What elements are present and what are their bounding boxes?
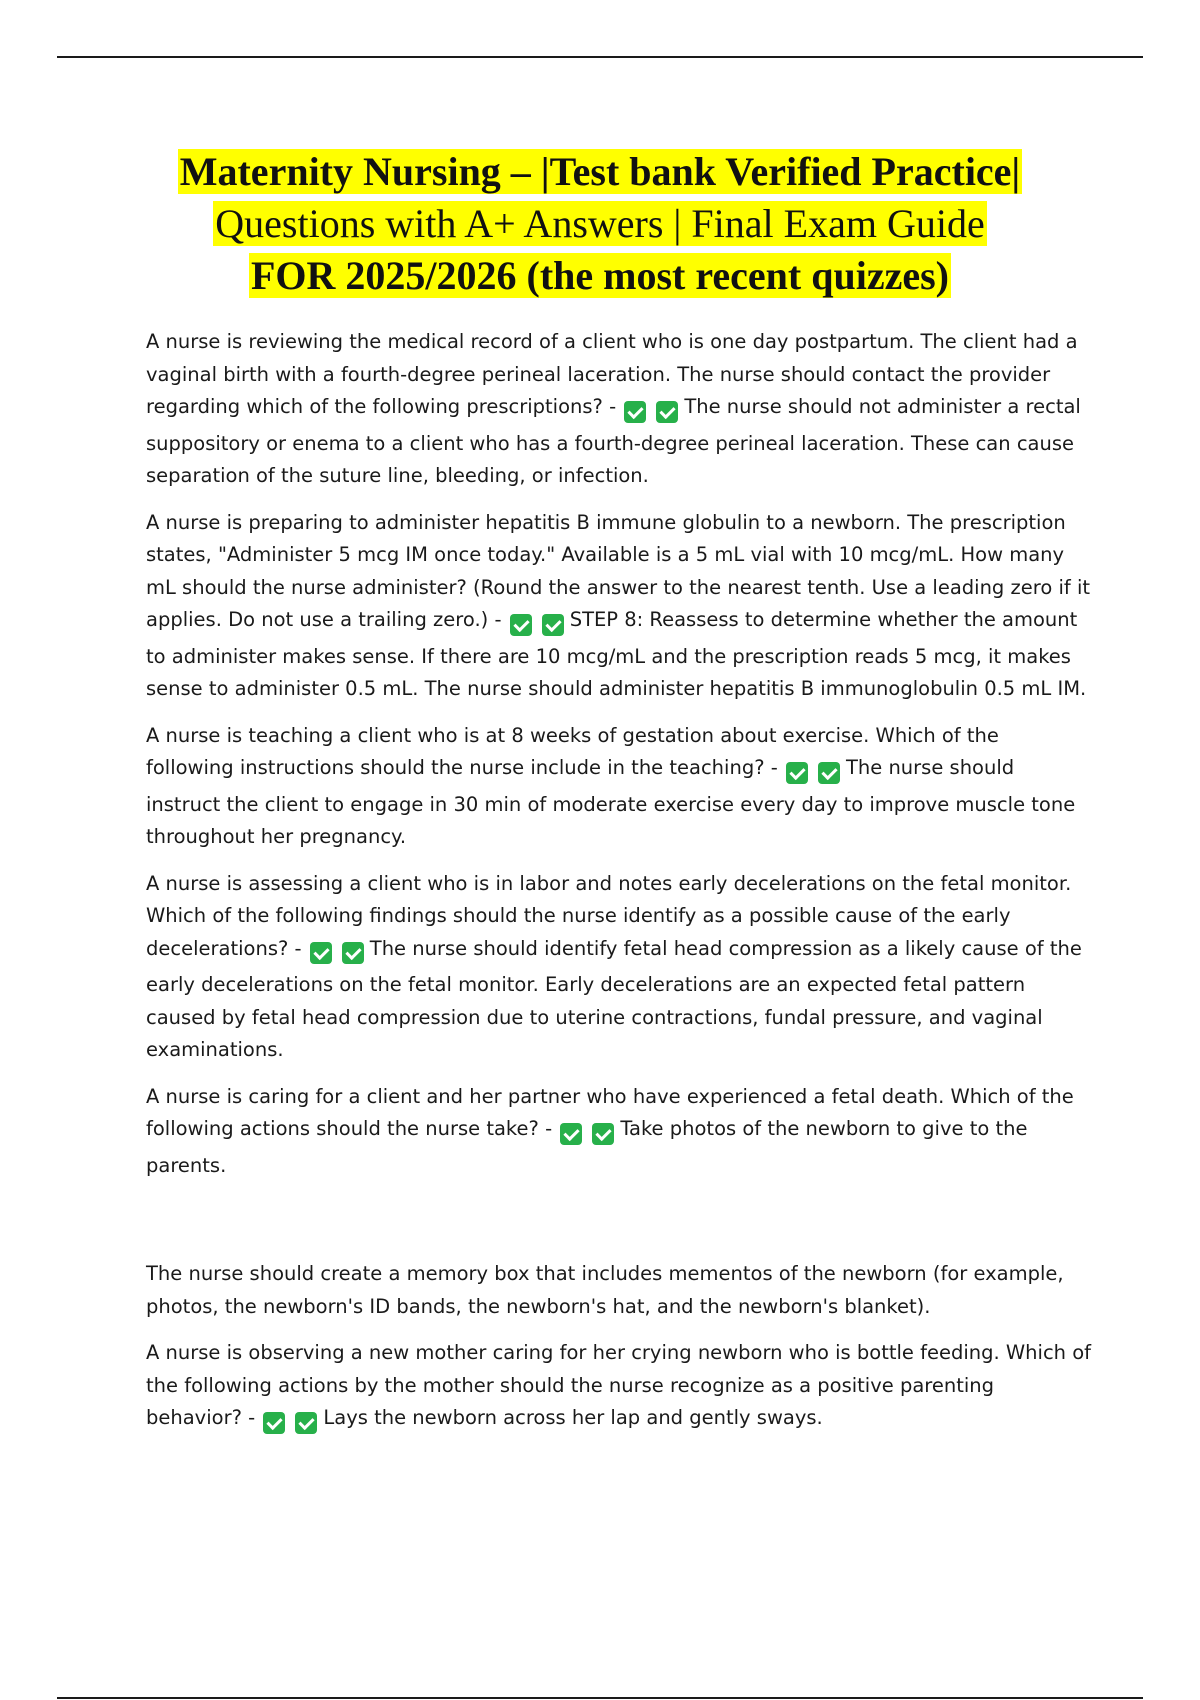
answer-text: Lays the newborn across her lap and gently sways.: [323, 1406, 823, 1429]
check-box-icon: [818, 762, 840, 784]
top-rule: [57, 56, 1143, 58]
qa-item: [146, 1337, 1092, 1439]
title-line-1: Maternity Nursing – |Test bank Verified Practice|: [179, 149, 1021, 194]
answer-text: STEP 8: Reassess to determine whether the amount to administer makes sense. If there are 10 mcg/mL and the prescription reads 5 mcg, it makes sense to administer 0.5 mL. The nurse should administer hepatitis B immunoglobulin 0.5 mL IM.: [146, 608, 1087, 700]
check-box-icon: [295, 1412, 317, 1434]
check-box-icon: [310, 942, 332, 964]
qa-item: [146, 326, 1092, 493]
check-box-icon: [656, 401, 678, 423]
check-box-icon: [592, 1123, 614, 1145]
check-box-icon: [263, 1412, 285, 1434]
note-paragraph: The nurse should create a memory box that includes mementos of the newborn (for example, photos, the newborn's ID bands, the newborn's hat, and the newborn's blanket).: [146, 1262, 1064, 1318]
separator: -: [602, 395, 623, 418]
check-box-icon: [342, 942, 364, 964]
qa-item: [146, 720, 1092, 854]
question-text: A nurse is teaching a client who is at 8 weeks of gestation about exercise. Which of the following instructions should the nurse include in the teaching?: [146, 723, 999, 779]
qa-content: [146, 326, 1092, 1453]
question-text: A nurse is preparing to administer hepatitis B immune globulin to a newborn. The prescription states, "Administer 5 mcg IM once today." Available is a 5 mL vial with 10 mcg/mL. How many mL should the nurse administer? (Round the answer to the nearest tenth. Use a leading zero if it applies. Do not use a trailing zero.): [146, 510, 1091, 631]
check-box-icon: [786, 762, 808, 784]
answer-text: Take photos of the newborn to give to the parents.: [146, 1117, 1028, 1177]
title-line-3: FOR 2025/2026 (the most recent quizzes): [250, 253, 949, 298]
answer-marker: [310, 937, 368, 970]
separator: -: [241, 1406, 262, 1429]
qa-item: [146, 868, 1092, 1067]
answer-marker: [786, 756, 844, 789]
separator: -: [288, 936, 308, 960]
check-box-icon: [624, 401, 646, 423]
answer-text: The nurse should instruct the client to engage in 30 min of moderate exercise every day to improve muscle tone throughout her pregnancy.: [146, 756, 1076, 848]
check-box-icon: [510, 614, 532, 636]
separator: -: [764, 756, 784, 779]
question-text: A nurse is reviewing the medical record of a client who is one day postpartum. The client had a vaginal birth with a fourth-degree perineal laceration. The nurse should contact the provider regarding which of the following prescriptions?: [146, 330, 1078, 418]
question-text: A nurse is caring for a client and her partner who have experienced a fetal death. Which of the following actions should the nurse take?: [146, 1084, 1074, 1140]
answer-text: The nurse should not administer a rectal suppository or enema to a client who has a fourth-degree perineal laceration. These can cause separation of the suture line, bleeding, or infection.: [146, 395, 1081, 487]
blank-space: [146, 1196, 1092, 1258]
separator: -: [538, 1117, 559, 1140]
bottom-rule: [57, 1697, 1143, 1699]
answer-marker: [510, 608, 568, 641]
answer-text: The nurse should identify fetal head compression as a likely cause of the early decelerations on the fetal monitor. Early decelerations are an expected fetal pattern caused by fetal head compression due to uterine contractions, fundal pressure, and vaginal examinations.: [146, 936, 1082, 1061]
document-title: [60, 146, 1140, 302]
separator: -: [488, 608, 508, 631]
qa-item: [146, 507, 1092, 706]
answer-marker: [263, 1406, 321, 1439]
answer-marker: [624, 395, 682, 428]
title-line-2: Questions with A+ Answers | Final Exam Guide: [215, 201, 985, 246]
check-box-icon: [542, 614, 564, 636]
check-box-icon: [560, 1123, 582, 1145]
question-text: A nurse is assessing a client who is in labor and notes early decelerations on the fetal monitor. Which of the following findings should the nurse identify as a possible cause of the early decelerations?: [146, 871, 1072, 960]
question-text: A nurse is observing a new mother caring for her crying newborn who is bottle feeding. Which of the following actions by the mother should the nurse recognize as a positive parenting behavior?: [146, 1341, 1092, 1429]
qa-item: [146, 1081, 1092, 1183]
answer-marker: [560, 1117, 618, 1150]
